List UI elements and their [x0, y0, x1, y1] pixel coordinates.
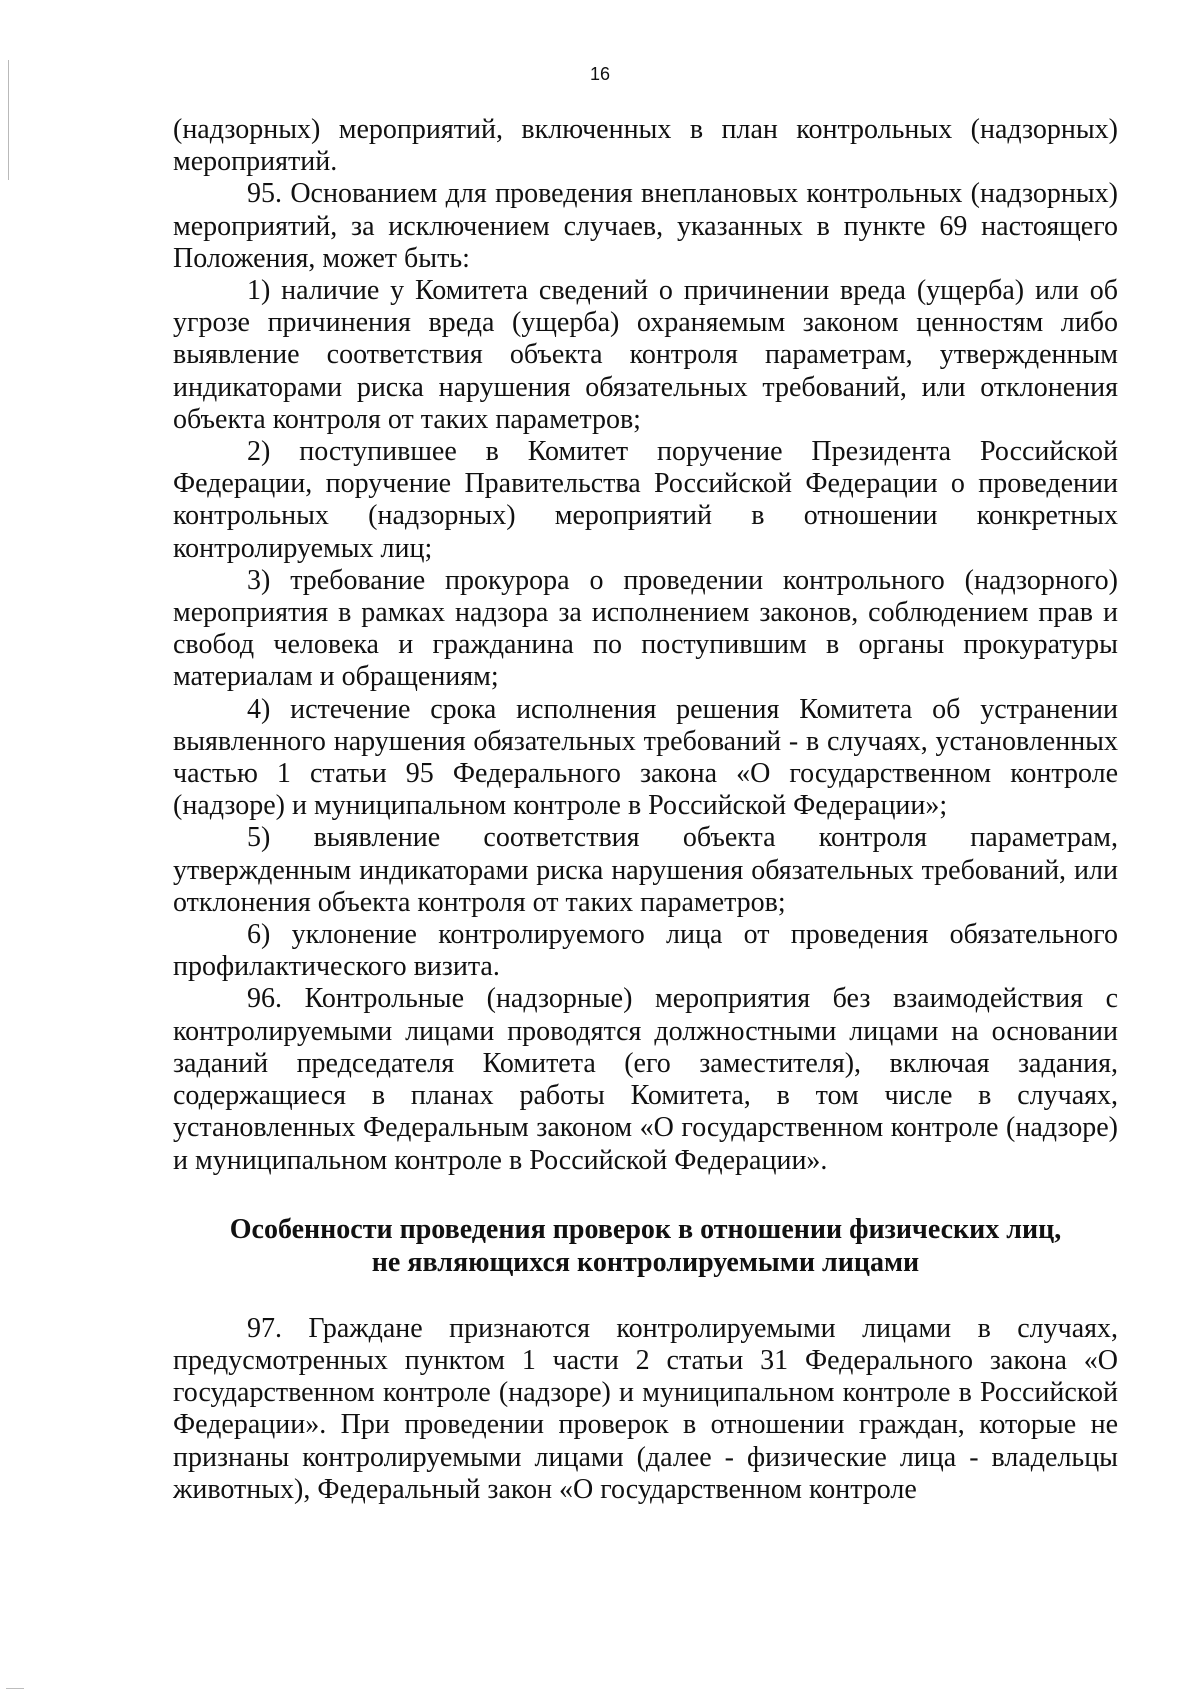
paragraph-continuation: (надзорных) мероприятий, включенных в план контрольных (надзорных) мероприятий. [173, 114, 1118, 178]
list-item-3: 3) требование прокурора о проведении контрольного (надзорного) мероприятия в рамках надзора за исполнением законов, соблюдением прав и свобод человека и гражданина по поступившим в органы прокуратуры материалам и обращениям; [173, 564, 1118, 693]
list-item-2: 2) поступившее в Комитет поручение Президента Российской Федерации, поручение Правительства Российской Федерации о проведении контрольных (надзорных) мероприятий в отношении конкретных контролируемых лиц; [173, 436, 1118, 564]
list-item-5: 5) выявление соответствия объекта контроля параметрам, утвержденным индикаторами риска нарушения обязательных требований, или отклонения объекта контроля от таких параметров; [173, 822, 1118, 918]
list-item-1: 1) наличие у Комитета сведений о причинении вреда (ущерба) или об угрозе причинения вреда (ущерба) охраняемым законом ценностям либо выявление соответствия объекта контроля параметрам, утвержденным индикаторами риска нарушения обязательных требований, или отклонения объекта контроля от таких параметров; [173, 275, 1118, 435]
scan-mark [6, 1688, 24, 1689]
paragraph-95: 95. Основанием для проведения внеплановых контрольных (надзорных) мероприятий, за исключением случаев, указанных в пункте 69 настоящего Положения, может быть: [173, 178, 1118, 274]
section-heading-line-1: Особенности проведения проверок в отношении физических лиц, [229, 1213, 1062, 1245]
list-item-4: 4) истечение срока исполнения решения Комитета об устранении выявленного нарушения обязательных требований - в случаях, установленных частью 1 статьи 95 Федерального закона «О государственном контроле (надзоре) и муниципальном контроле в Российской Федерации»; [173, 693, 1118, 822]
paragraph-97: 97. Граждане признаются контролируемыми лицами в случаях, предусмотренных пунктом 1 части 2 статьи 31 Федерального закона «О государственном контроле (надзоре) и муниципальном контроле в Российской Федерации». При проведении проверок в отношении граждан, которые не признаны контролируемыми лицами (далее - физические лица - владельцы животных), Федеральный закон «О государственном контроле [173, 1312, 1118, 1505]
paragraph-96: 96. Контрольные (надзорные) мероприятия без взаимодействия с контролируемыми лицами проводятся должностными лицами на основании заданий председателя Комитета (его заместителя), включая задания, содержащиеся в планах работы Комитета, в том числе в случаях, установленных Федеральным законом «О государственном контроле (надзоре) и муниципальном контроле в Российской Федерации». [173, 983, 1118, 1176]
section-heading [173, 1213, 1118, 1279]
document-body [173, 114, 1118, 1506]
list-item-6: 6) уклонение контролируемого лица от проведения обязательного профилактического визита. [173, 919, 1118, 983]
section-heading-line-2: не являющихся контролируемыми лицами [371, 1246, 920, 1278]
page-number: 16 [589, 64, 611, 84]
